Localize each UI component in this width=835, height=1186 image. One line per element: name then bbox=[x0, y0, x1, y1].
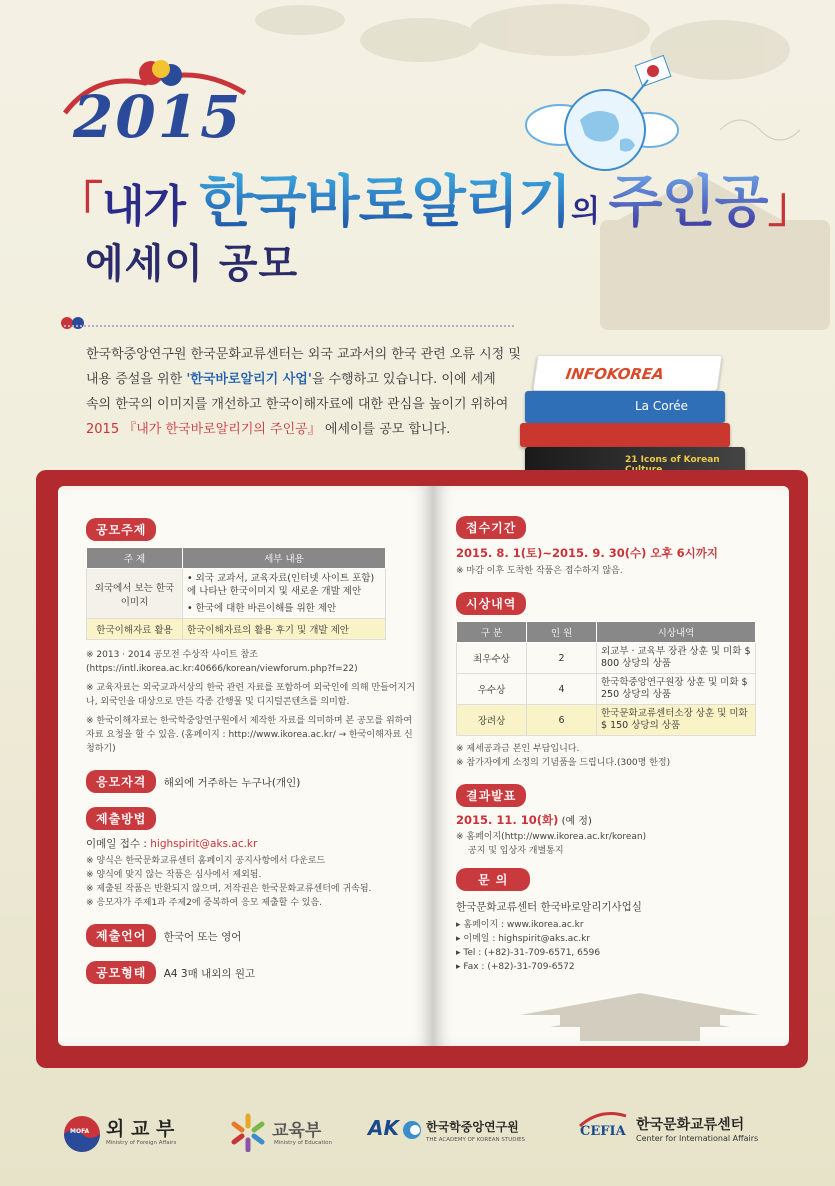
award-label: 시상내역 bbox=[456, 592, 526, 615]
intro-line-4 bbox=[86, 417, 526, 442]
topic-table bbox=[86, 547, 386, 640]
subtitle: 에세이 공모 bbox=[85, 241, 299, 287]
main-title bbox=[55, 158, 815, 238]
method-email-line bbox=[86, 836, 416, 851]
topic-detail-2: • 한국에 대한 바른이해를 위한 제안 bbox=[187, 603, 337, 614]
result-label: 결과발표 bbox=[456, 784, 526, 807]
award-table-header-2: 인 원 bbox=[527, 622, 597, 643]
award-cell: 최우수상 bbox=[457, 643, 527, 674]
contact-email[interactable]: ▸ 이메일 : highspirit@aks.ac.kr bbox=[456, 934, 590, 944]
method-section bbox=[86, 807, 416, 910]
award-cell: 한국학중앙연구원장 상훈 및 미화 $ 250 상당의 상품 bbox=[597, 674, 756, 705]
topic-note-1: ※ 2013 · 2014 공모전 수상작 사이트 참조 (https://intl.ikorea.ac.kr:40666/korean/viewforum.php?f=22) bbox=[86, 650, 358, 674]
cefia-english: Center for International Affairs bbox=[636, 1134, 759, 1143]
cefia-name: 한국문화교류센터 bbox=[636, 1117, 745, 1133]
aks-name: 한국학중앙연구원 bbox=[426, 1120, 519, 1134]
intro-contest-name: 2015 『내가 한국바로알리기의 주인공』 bbox=[86, 422, 321, 437]
period-text: 2015. 8. 1(토)~2015. 9. 30(수) 오후 6시까지 bbox=[456, 546, 718, 560]
cefia-mark: CEFIA bbox=[580, 1124, 626, 1139]
award-table-header-1: 구 분 bbox=[457, 622, 527, 643]
aks-mark: AK bbox=[368, 1116, 399, 1140]
result-suffix: (예 정) bbox=[558, 816, 592, 827]
right-page-content bbox=[456, 516, 774, 974]
cefia-logo bbox=[576, 1110, 776, 1160]
intro-project-name: '한국바로알리기 사업' bbox=[186, 372, 312, 387]
book-infokorea bbox=[532, 355, 722, 391]
topic-notes bbox=[86, 648, 416, 756]
language-label: 제출언어 bbox=[86, 924, 156, 947]
aks-swirl-icon bbox=[402, 1118, 422, 1142]
format-text: A4 3매 내외의 원고 bbox=[163, 968, 256, 980]
palace-illustration bbox=[500, 975, 780, 1045]
left-page-content bbox=[86, 518, 416, 984]
contact-org: 한국문화교류센터 한국바로알리기사업실 bbox=[456, 901, 642, 913]
award-cell: 장려상 bbox=[457, 705, 527, 736]
contact-label: 문 의 bbox=[456, 868, 530, 891]
intro-line-4b: 에세이를 공모 합니다. bbox=[320, 422, 451, 437]
format-section bbox=[86, 961, 416, 984]
title-part1: 내가 bbox=[102, 181, 200, 232]
period-label: 접수기간 bbox=[456, 516, 526, 539]
method-note-4: ※ 응모자가 주제1과 주제2에 중복하여 응모 제출할 수 있음. bbox=[86, 898, 323, 908]
year-emblem bbox=[55, 55, 255, 151]
contact-homepage[interactable]: ▸ 홈페이지 : www.ikorea.ac.kr bbox=[456, 920, 584, 930]
result-date: 2015. 11. 10(화) bbox=[456, 813, 559, 827]
intro-divider bbox=[64, 325, 514, 327]
method-email-link[interactable]: highspirit@aks.ac.kr bbox=[150, 838, 258, 850]
period-note: ※ 마감 이후 도착한 작품은 접수하지 않음. bbox=[456, 566, 623, 576]
taegeuk-dot-icon bbox=[60, 316, 88, 330]
topic-table-cell: 외국에서 보는 한국 이미지 bbox=[87, 569, 183, 619]
award-table bbox=[456, 621, 756, 736]
award-cell: 외교부 · 교육부 장관 상훈 및 미화 $ 800 상당의 상품 bbox=[597, 643, 756, 674]
intro-line-2 bbox=[86, 367, 526, 392]
qualification-text: 해외에 거주하는 누구나(개인) bbox=[163, 777, 301, 789]
book-la-coree bbox=[525, 391, 725, 423]
intro-paragraph bbox=[86, 342, 526, 442]
language-section bbox=[86, 924, 416, 947]
book-infokorea-title: INFOKOREA bbox=[564, 365, 666, 383]
award-cell: 4 bbox=[527, 674, 597, 705]
method-note-1: ※ 양식은 한국문화교류센터 홈페이지 공지사항에서 다운로드 bbox=[86, 856, 326, 866]
contact-tel: ▸ Tel : (+82)-31-709-6571, 6596 bbox=[456, 948, 601, 958]
language-text: 한국어 또는 영어 bbox=[163, 931, 242, 943]
aks-english: THE ACADEMY OF KOREAN STUDIES bbox=[426, 1137, 526, 1143]
title-star: 주인공 bbox=[608, 170, 768, 235]
award-note-1: ※ 제세공과금 본인 부담입니다. bbox=[456, 744, 580, 754]
intro-line-2c: 을 수행하고 있습니다. 이에 세계 bbox=[311, 372, 496, 387]
contact-fax: ▸ Fax : (+82)-31-709-6572 bbox=[456, 962, 575, 972]
topic-table-header-1: 주 제 bbox=[87, 548, 183, 569]
award-cell: 6 bbox=[527, 705, 597, 736]
year-text: 2015 bbox=[73, 83, 243, 151]
result-note-2: 공지 및 입상자 개별통지 bbox=[468, 846, 564, 856]
title-bracket-close: 」 bbox=[767, 177, 815, 233]
intro-line-1: 한국학중앙연구원 한국문화교류센터는 외국 교과서의 한국 관련 오류 시정 및 bbox=[86, 347, 521, 362]
award-table-header-3: 시상내역 bbox=[597, 622, 756, 643]
method-note-2: ※ 양식에 맞지 않는 작품은 심사에서 제외됨. bbox=[86, 870, 262, 880]
intro-line-3: 속의 한국의 이미지를 개선하고 한국이해자료에 대한 관심을 높이기 위하여 bbox=[86, 397, 509, 412]
award-note-2: ※ 참가자에게 소정의 기념품을 드립니다.(300명 한정) bbox=[456, 758, 671, 768]
topic-table-cell: 한국이해자료의 활용 후기 및 개발 제안 bbox=[183, 619, 386, 640]
book-red bbox=[520, 423, 730, 447]
topic-detail-1: • 외국 교과서, 교육자료(인터넷 사이트 포함)에 나타난 한국이미지 및 새로운 개발 제안 bbox=[187, 573, 375, 597]
topic-table-cell bbox=[183, 569, 386, 619]
mofa-mark: MOFA bbox=[70, 1128, 90, 1135]
topic-note-3: ※ 한국이해자료는 한국학중앙연구원에서 제작한 자료를 의미하며 본 공모를 위하여 자료 요청을 할 수 있음. (홈페이지 : http://www.ikorea.ac.kr/ → 한국이해자료 신청하기) bbox=[86, 716, 413, 754]
award-row bbox=[457, 705, 756, 736]
mofa-name: 외 교 부 bbox=[106, 1118, 175, 1140]
award-cell: 한국문화교류센터소장 상훈 및 미화 $ 150 상당의 상품 bbox=[597, 705, 756, 736]
title-highlight: 한국바로알리기 bbox=[199, 170, 572, 235]
moe-name: 교육부 bbox=[272, 1121, 322, 1141]
method-label: 제출방법 bbox=[86, 807, 156, 830]
award-cell: 우수상 bbox=[457, 674, 527, 705]
topic-label: 공모주제 bbox=[86, 518, 156, 541]
qualification-label: 응모자격 bbox=[86, 770, 156, 793]
format-label: 공모형태 bbox=[86, 961, 156, 984]
title-bracket-open: 「 bbox=[55, 177, 103, 233]
award-row bbox=[457, 643, 756, 674]
topic-table-cell: 한국이해자료 활용 bbox=[87, 619, 183, 640]
aks-logo bbox=[368, 1110, 548, 1160]
result-note-1: ※ 홈페이지(http://www.ikorea.ac.kr/korean) bbox=[456, 832, 647, 842]
topic-table-header-2: 세부 내용 bbox=[183, 548, 386, 569]
moe-emblem-icon bbox=[228, 1112, 268, 1152]
result-date-line bbox=[456, 812, 774, 828]
topic-note-2: ※ 교육자료는 외국교과서상의 한국 관련 자료를 포함하여 외국인에 의해 만들어지거나, 외국인을 대상으로 만든 각종 간행물 및 디지털콘텐츠를 의미함. bbox=[86, 683, 415, 707]
award-cell: 2 bbox=[527, 643, 597, 674]
method-note-3: ※ 제출된 작품은 반환되지 않으며, 저작권은 한국문화교류센터에 귀속됨. bbox=[86, 884, 372, 894]
intro-line-2a: 내용 증설을 위한 bbox=[86, 372, 187, 387]
award-row bbox=[457, 674, 756, 705]
qualification-section bbox=[86, 770, 416, 793]
mofa-english: Ministry of Foreign Affairs bbox=[106, 1140, 177, 1146]
method-email-prefix: 이메일 접수 : bbox=[86, 838, 151, 850]
moe-english: Ministry of Education bbox=[274, 1140, 333, 1146]
book-la-coree-title: La Corée bbox=[635, 399, 689, 413]
mofa-logo bbox=[62, 1110, 202, 1160]
title-part2: 의 bbox=[571, 194, 609, 229]
book-icons-title: 21 Icons of Korean bbox=[625, 455, 720, 465]
moe-logo bbox=[228, 1110, 348, 1160]
